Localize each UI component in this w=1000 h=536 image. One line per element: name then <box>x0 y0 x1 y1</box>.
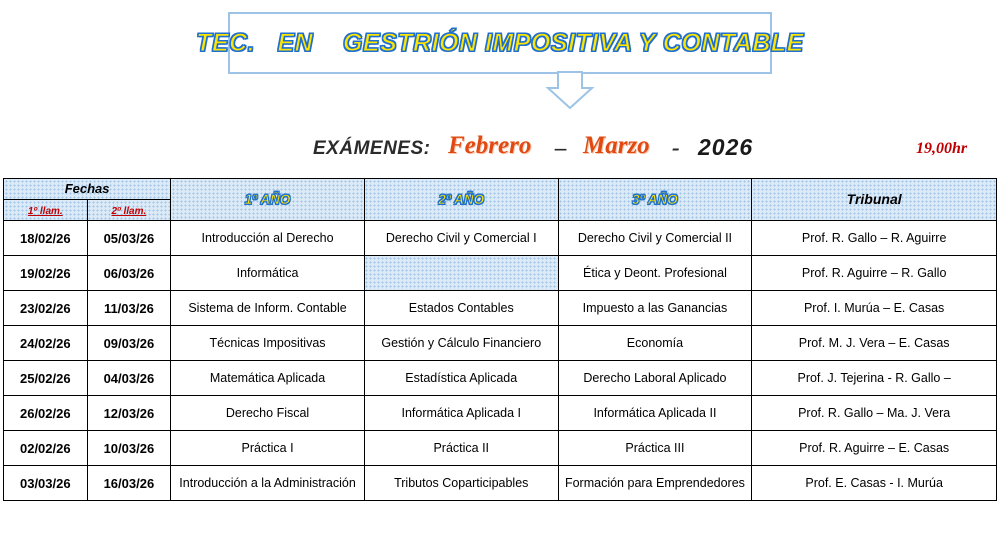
cell-anio3: Derecho Laboral Aplicado <box>558 361 752 396</box>
header-tribunal-label: Tribunal <box>846 190 902 207</box>
cell-llamado-1: 02/02/26 <box>4 431 88 466</box>
exam-dash-1: – <box>555 135 567 160</box>
cell-anio2: Estadística Aplicada <box>364 361 558 396</box>
header-llamado-2-label: 2º llam. <box>111 206 147 217</box>
header-llamado-2 <box>87 200 171 221</box>
cell-llamado-1: 19/02/26 <box>4 256 88 291</box>
cell-anio3: Informática Aplicada II <box>558 396 752 431</box>
exam-month-second: Marzo <box>583 132 650 159</box>
exam-dash-2: - <box>672 135 680 160</box>
cell-tribunal: Prof. E. Casas - I. Murúa <box>752 466 997 501</box>
header-llamado-1-label: 1º llam. <box>27 206 63 217</box>
cell-llamado-1: 03/03/26 <box>4 466 88 501</box>
header-anio1-label: 1º AÑO <box>244 191 291 207</box>
exam-month-first: Febrero <box>448 132 532 159</box>
cell-llamado-2: 11/03/26 <box>87 291 171 326</box>
header-anio1 <box>171 179 365 221</box>
cell-anio2: Informática Aplicada I <box>364 396 558 431</box>
cell-llamado-1: 24/02/26 <box>4 326 88 361</box>
cell-anio2: Tributos Coparticipables <box>364 466 558 501</box>
cell-anio2: Derecho Civil y Comercial I <box>364 221 558 256</box>
exam-time: 19,00hr <box>916 140 968 157</box>
cell-anio1: Introducción a la Administración <box>171 466 365 501</box>
cell-tribunal: Prof. J. Tejerina - R. Gallo – <box>752 361 997 396</box>
header-fechas <box>4 179 171 200</box>
exam-label: EXÁMENES: <box>313 138 431 159</box>
cell-anio1: Derecho Fiscal <box>171 396 365 431</box>
cell-anio2: Gestión y Cálculo Financiero <box>364 326 558 361</box>
cell-anio1: Técnicas Impositivas <box>171 326 365 361</box>
cell-anio1: Introducción al Derecho <box>171 221 365 256</box>
header-anio3 <box>558 179 752 221</box>
cell-llamado-2: 06/03/26 <box>87 256 171 291</box>
header-tribunal <box>752 179 997 221</box>
cell-llamado-2: 16/03/26 <box>87 466 171 501</box>
cell-anio3: Formación para Emprendedores <box>558 466 752 501</box>
cell-anio3: Práctica III <box>558 431 752 466</box>
table-row <box>4 431 997 466</box>
cell-tribunal: Prof. R. Aguirre – E. Casas <box>752 431 997 466</box>
cell-anio1: Práctica I <box>171 431 365 466</box>
cell-tribunal: Prof. M. J. Vera – E. Casas <box>752 326 997 361</box>
cell-tribunal: Prof. R. Gallo – Ma. J. Vera <box>752 396 997 431</box>
cell-llamado-1: 18/02/26 <box>4 221 88 256</box>
header-anio2 <box>364 179 558 221</box>
table-row <box>4 256 997 291</box>
table-row <box>4 361 997 396</box>
header-anio2-label: 2º AÑO <box>438 191 485 207</box>
cell-llamado-1: 25/02/26 <box>4 361 88 396</box>
title-banner <box>196 12 804 74</box>
cell-anio3: Ética y Deont. Profesional <box>558 256 752 291</box>
cell-tribunal: Prof. R. Gallo – R. Aguirre <box>752 221 997 256</box>
table-row <box>4 221 997 256</box>
page-title: TEC. EN GESTRIÓN IMPOSITIVA Y CONTABLE <box>196 28 804 57</box>
table-header-row <box>4 179 997 200</box>
cell-llamado-2: 10/03/26 <box>87 431 171 466</box>
exam-schedule-table <box>3 178 997 501</box>
cell-anio3: Derecho Civil y Comercial II <box>558 221 752 256</box>
header-fechas-label: Fechas <box>64 181 110 196</box>
cell-llamado-2: 09/03/26 <box>87 326 171 361</box>
cell-tribunal: Prof. I. Murúa – E. Casas <box>752 291 997 326</box>
cell-anio1: Informática <box>171 256 365 291</box>
table-row <box>4 466 997 501</box>
exam-header <box>0 132 1000 168</box>
cell-anio1: Matemática Aplicada <box>171 361 365 396</box>
down-arrow-icon <box>540 70 600 110</box>
cell-anio2-empty <box>364 256 558 291</box>
header-llamado-1 <box>4 200 88 221</box>
table-row <box>4 291 997 326</box>
table-row <box>4 396 997 431</box>
cell-llamado-1: 26/02/26 <box>4 396 88 431</box>
table-row <box>4 326 997 361</box>
cell-tribunal: Prof. R. Aguirre – R. Gallo <box>752 256 997 291</box>
cell-llamado-2: 05/03/26 <box>87 221 171 256</box>
exam-year: 2026 <box>698 134 754 160</box>
cell-anio2: Estados Contables <box>364 291 558 326</box>
cell-anio3: Economía <box>558 326 752 361</box>
cell-llamado-2: 12/03/26 <box>87 396 171 431</box>
header-anio3-label: 3º AÑO <box>632 191 678 207</box>
cell-anio2: Práctica II <box>364 431 558 466</box>
cell-llamado-2: 04/03/26 <box>87 361 171 396</box>
cell-anio3: Impuesto a las Ganancias <box>558 291 752 326</box>
cell-llamado-1: 23/02/26 <box>4 291 88 326</box>
cell-anio1: Sistema de Inform. Contable <box>171 291 365 326</box>
